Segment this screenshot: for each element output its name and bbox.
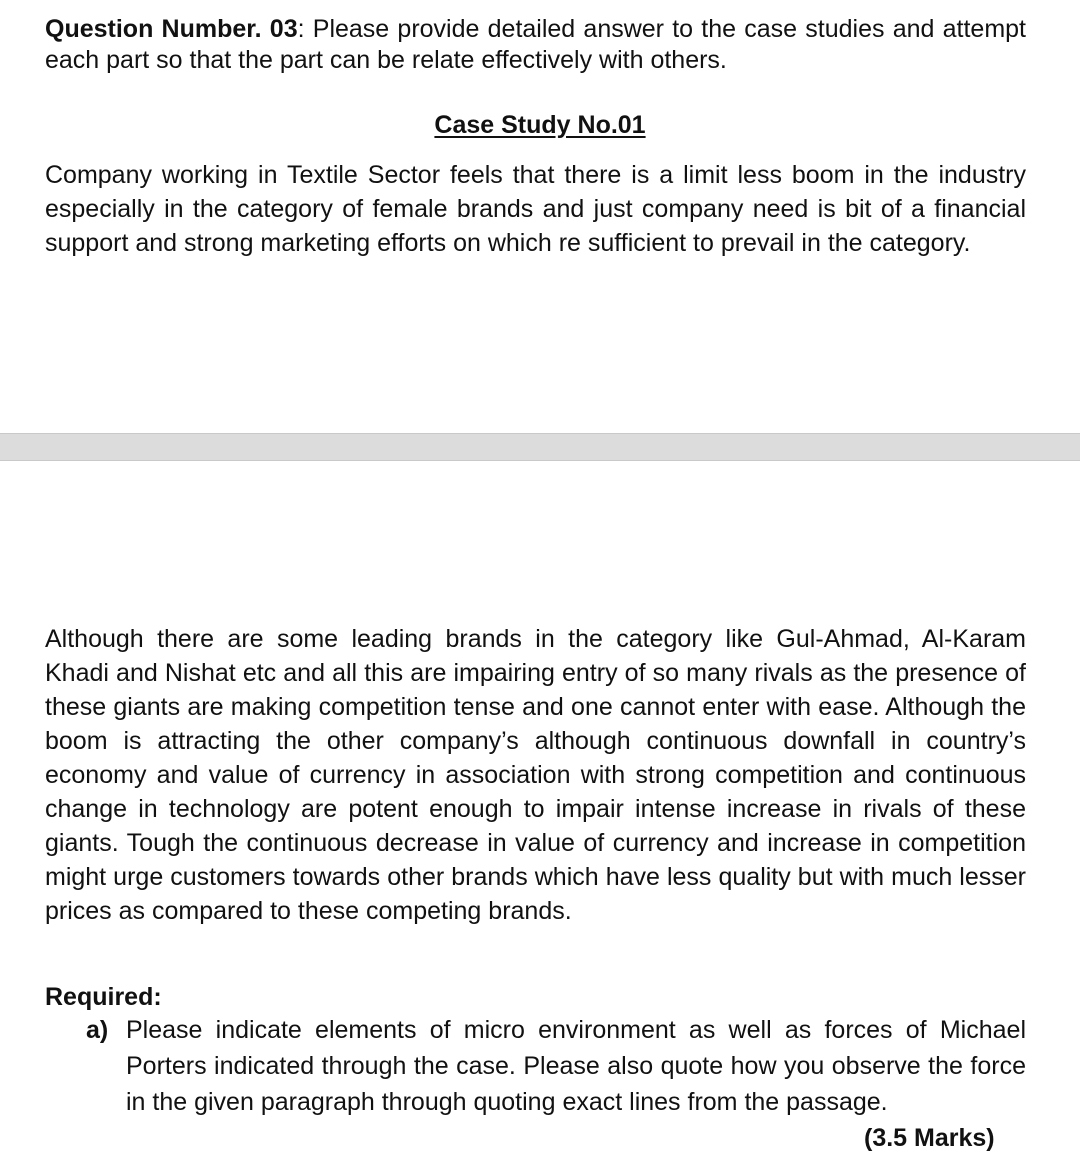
page-separator <box>0 433 1080 461</box>
case-study-paragraph-2: Although there are some leading brands in the category like Gul-Ahmad, Al-Karam Khadi and Nishat etc and all this are impairing entry of so many rivals as the presence of these giants are making competition tense and one cannot enter with ease. Although the boom is attracting the other company’s although continuous downfall in country’s economy and value of currency in association with strong competition and continuous change in technology are potent enough to impair intense increase in rivals of these giants. Tough the continuous decrease in value of currency and increase in competition might urge customers towards other brands which have less quality but with much lesser prices as compared to these competing brands. <box>45 625 1026 925</box>
question-paragraph <box>45 14 1026 76</box>
required-item-letter: a) <box>86 1016 109 1044</box>
case-study-title-text: Case Study No.01 <box>434 111 646 139</box>
required-heading: Required: <box>45 983 162 1011</box>
required-item-marks: (3.5 Marks) <box>864 1124 995 1152</box>
case-study-paragraph-1: Company working in Textile Sector feels that there is a limit less boom in the industry especially in the category of female brands and just company need is bit of a financial support and strong marketing efforts on which re sufficient to prevail in the category. <box>45 161 1026 257</box>
case-study-title <box>0 108 1080 142</box>
question-label: Question Number. 03 <box>45 15 298 43</box>
question-text: : Please provide detailed answer to the case studies and attempt each part so that the part can be relate effectively with others. <box>45 15 1027 74</box>
required-item-text: Please indicate elements of micro environment as well as forces of Michael Porters indicated through the case. Please also quote how you observe the force in the given paragraph through quoting exact lines from the passage. <box>126 1016 1026 1116</box>
